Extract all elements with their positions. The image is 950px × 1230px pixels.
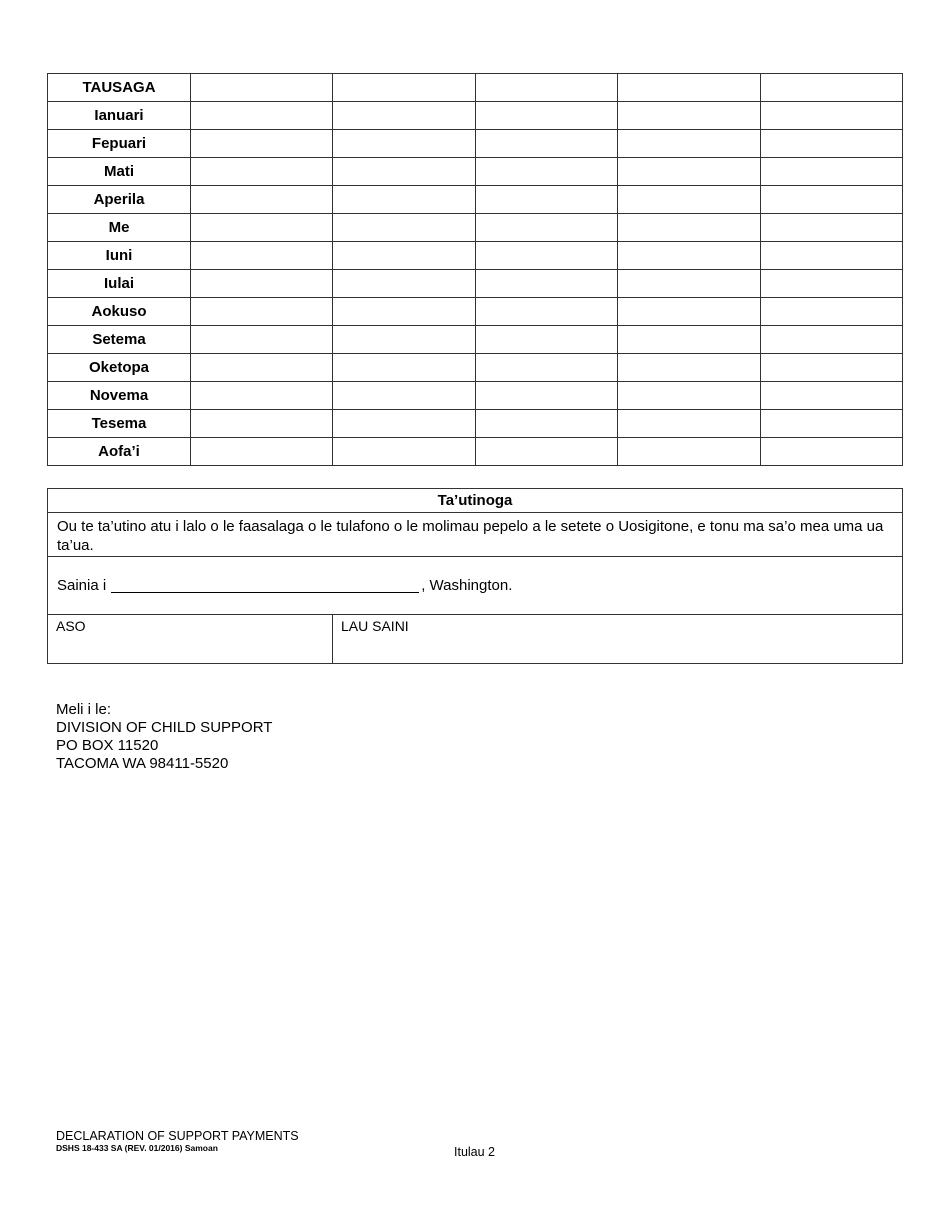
payment-entry-cell[interactable] bbox=[333, 410, 475, 438]
payment-entry-cell[interactable] bbox=[475, 186, 617, 214]
footer-form-id: DSHS 18-433 SA (REV. 01/2016) Samoan bbox=[56, 1143, 218, 1153]
year-entry-cell[interactable] bbox=[475, 74, 617, 102]
payment-entry-cell[interactable] bbox=[333, 130, 475, 158]
payment-entry-cell[interactable] bbox=[475, 102, 617, 130]
payment-entry-cell[interactable] bbox=[191, 410, 333, 438]
payment-entry-cell[interactable] bbox=[475, 214, 617, 242]
payment-entry-cell[interactable] bbox=[475, 242, 617, 270]
signed-at-row bbox=[48, 557, 902, 615]
table-row bbox=[48, 326, 903, 354]
date-signature-row bbox=[48, 615, 902, 663]
table-row bbox=[48, 298, 903, 326]
payment-entry-cell[interactable] bbox=[618, 270, 760, 298]
month-label-cell: Iuni bbox=[48, 242, 191, 270]
table-row bbox=[48, 186, 903, 214]
signature-label: LAU SAINI bbox=[341, 618, 409, 634]
payment-entry-cell[interactable] bbox=[333, 354, 475, 382]
payment-entry-cell[interactable] bbox=[760, 298, 902, 326]
date-field[interactable] bbox=[48, 615, 333, 663]
payment-entry-cell[interactable] bbox=[333, 298, 475, 326]
payment-entry-cell[interactable] bbox=[191, 326, 333, 354]
payment-entry-cell[interactable] bbox=[475, 326, 617, 354]
payment-entry-cell[interactable] bbox=[760, 242, 902, 270]
payment-entry-cell[interactable] bbox=[333, 438, 475, 466]
mail-address-line-1: DIVISION OF CHILD SUPPORT bbox=[56, 719, 273, 736]
payment-entry-cell[interactable] bbox=[333, 214, 475, 242]
year-entry-cell[interactable] bbox=[191, 74, 333, 102]
payment-entry-cell[interactable] bbox=[333, 242, 475, 270]
signature-field[interactable] bbox=[333, 615, 902, 663]
table-row bbox=[48, 382, 903, 410]
payment-entry-cell[interactable] bbox=[618, 242, 760, 270]
payment-entry-cell[interactable] bbox=[760, 382, 902, 410]
month-label-cell: Tesema bbox=[48, 410, 191, 438]
footer-form-info bbox=[56, 1129, 299, 1154]
month-label-cell: Ianuari bbox=[48, 102, 191, 130]
payment-entry-cell[interactable] bbox=[760, 270, 902, 298]
month-label-cell: Setema bbox=[48, 326, 191, 354]
payment-entry-cell[interactable] bbox=[618, 130, 760, 158]
payment-entry-cell[interactable] bbox=[760, 130, 902, 158]
payment-entry-cell[interactable] bbox=[618, 158, 760, 186]
table-row bbox=[48, 410, 903, 438]
payment-entry-cell[interactable] bbox=[333, 270, 475, 298]
payment-entry-cell[interactable] bbox=[475, 158, 617, 186]
year-header-cell: TAUSAGA bbox=[48, 74, 191, 102]
month-label-cell: Iulai bbox=[48, 270, 191, 298]
mail-address-line-2: PO BOX 11520 bbox=[56, 737, 159, 754]
month-label-cell: Aofa’i bbox=[48, 438, 191, 466]
month-label-cell: Me bbox=[48, 214, 191, 242]
month-label-cell: Aperila bbox=[48, 186, 191, 214]
payment-entry-cell[interactable] bbox=[191, 382, 333, 410]
payment-entry-cell[interactable] bbox=[760, 214, 902, 242]
date-label: ASO bbox=[56, 618, 86, 634]
month-label-cell: Fepuari bbox=[48, 130, 191, 158]
payment-entry-cell[interactable] bbox=[618, 438, 760, 466]
payment-entry-cell[interactable] bbox=[333, 102, 475, 130]
payment-entry-cell[interactable] bbox=[760, 158, 902, 186]
payment-entry-cell[interactable] bbox=[618, 298, 760, 326]
table-row bbox=[48, 354, 903, 382]
table-row bbox=[48, 270, 903, 298]
footer-form-title: DECLARATION OF SUPPORT PAYMENTS bbox=[56, 1129, 299, 1143]
payment-entry-cell[interactable] bbox=[191, 354, 333, 382]
year-entry-cell[interactable] bbox=[618, 74, 760, 102]
year-entry-cell[interactable] bbox=[333, 74, 475, 102]
payment-entry-cell[interactable] bbox=[760, 186, 902, 214]
payment-entry-cell[interactable] bbox=[191, 270, 333, 298]
payment-entry-cell[interactable] bbox=[475, 298, 617, 326]
payment-entry-cell[interactable] bbox=[333, 382, 475, 410]
month-label-cell: Mati bbox=[48, 158, 191, 186]
month-label-cell: Oketopa bbox=[48, 354, 191, 382]
payment-entry-cell[interactable] bbox=[475, 438, 617, 466]
month-label-cell: Novema bbox=[48, 382, 191, 410]
declaration-statement: Ou te ta’utino atu i lalo o le faasalaga o le tulafono o le molimau pepelo a le setete o Uosigitone, e tonu ma sa’o mea uma ua ta’ua. bbox=[48, 513, 902, 557]
payment-entry-cell[interactable] bbox=[760, 326, 902, 354]
payment-entry-cell[interactable] bbox=[191, 298, 333, 326]
payment-entry-cell[interactable] bbox=[333, 326, 475, 354]
payment-entry-cell[interactable] bbox=[333, 158, 475, 186]
payment-entry-cell[interactable] bbox=[191, 130, 333, 158]
payment-entry-cell[interactable] bbox=[618, 410, 760, 438]
payment-entry-cell[interactable] bbox=[191, 214, 333, 242]
month-label-cell: Aokuso bbox=[48, 298, 191, 326]
payment-entry-cell[interactable] bbox=[191, 438, 333, 466]
payment-entry-cell[interactable] bbox=[475, 382, 617, 410]
payment-entry-cell[interactable] bbox=[618, 186, 760, 214]
signed-at-city-field[interactable] bbox=[111, 591, 419, 593]
signed-at-label: Sainia i bbox=[57, 577, 107, 594]
payment-months-table bbox=[47, 73, 903, 466]
payment-entry-cell[interactable] bbox=[618, 214, 760, 242]
payment-entry-cell[interactable] bbox=[618, 102, 760, 130]
payment-entry-cell[interactable] bbox=[333, 186, 475, 214]
payment-entry-cell[interactable] bbox=[191, 242, 333, 270]
payment-entry-cell[interactable] bbox=[191, 102, 333, 130]
payment-entry-cell[interactable] bbox=[475, 410, 617, 438]
mail-intro: Meli i le: bbox=[56, 701, 112, 718]
table-row bbox=[48, 158, 903, 186]
table-row bbox=[48, 438, 903, 466]
payment-entry-cell[interactable] bbox=[618, 326, 760, 354]
mail-address-line-3: TACOMA WA 98411-5520 bbox=[56, 755, 229, 772]
payment-entry-cell[interactable] bbox=[475, 354, 617, 382]
payment-entry-cell[interactable] bbox=[760, 102, 902, 130]
declaration-title: Ta’utinoga bbox=[48, 489, 902, 513]
payment-entry-cell[interactable] bbox=[191, 186, 333, 214]
payment-entry-cell[interactable] bbox=[191, 158, 333, 186]
payment-entry-cell[interactable] bbox=[760, 410, 902, 438]
payment-entry-cell[interactable] bbox=[618, 354, 760, 382]
payment-entry-cell[interactable] bbox=[760, 354, 902, 382]
washington-label: , Washington. bbox=[421, 577, 513, 594]
table-row bbox=[48, 242, 903, 270]
table-row bbox=[48, 102, 903, 130]
table-row bbox=[48, 74, 903, 102]
declaration-box bbox=[47, 488, 903, 664]
year-entry-cell[interactable] bbox=[760, 74, 902, 102]
payment-entry-cell[interactable] bbox=[475, 130, 617, 158]
table-row bbox=[48, 214, 903, 242]
table-row bbox=[48, 130, 903, 158]
payment-entry-cell[interactable] bbox=[760, 438, 902, 466]
payment-entry-cell[interactable] bbox=[618, 382, 760, 410]
payment-entry-cell[interactable] bbox=[475, 270, 617, 298]
mailing-address bbox=[56, 701, 272, 773]
page-number: Itulau 2 bbox=[454, 1145, 496, 1159]
